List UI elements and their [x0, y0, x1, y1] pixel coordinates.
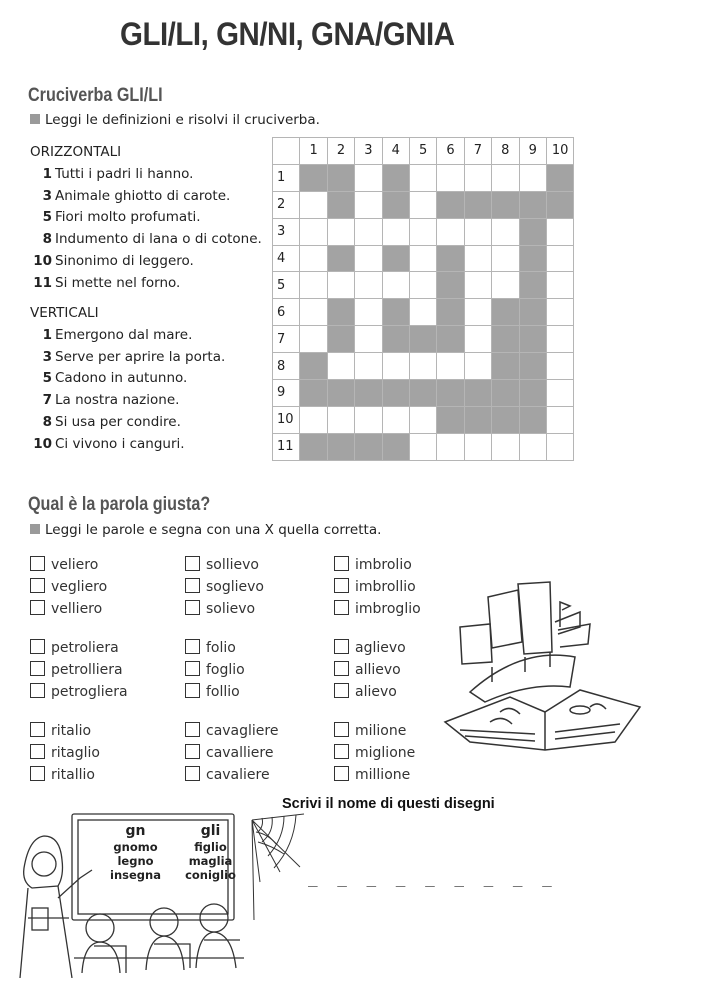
grid-column-label: 8	[492, 138, 519, 165]
grid-column-label: 9	[519, 138, 546, 165]
grid-answer-cell[interactable]	[355, 164, 382, 191]
across-list	[30, 164, 262, 295]
word-option-label: imbrolio	[355, 557, 412, 573]
word-option[interactable]	[185, 554, 264, 576]
grid-answer-cell[interactable]	[546, 272, 573, 299]
grid-black-cell	[437, 299, 464, 326]
grid-answer-cell[interactable]	[409, 164, 436, 191]
word-option-label: aglievo	[355, 640, 406, 656]
definition-text: La nostra nazione.	[55, 392, 180, 409]
grid-row-label: 5	[273, 272, 300, 299]
grid-row-label: 7	[273, 326, 300, 353]
grid-answer-cell[interactable]	[327, 406, 354, 433]
grid-answer-cell[interactable]	[327, 218, 354, 245]
word-option[interactable]	[30, 554, 107, 576]
grid-column-label: 10	[546, 138, 573, 165]
grid-black-cell	[519, 326, 546, 353]
grid-column-label: 1	[300, 138, 327, 165]
word-option-label: solievo	[206, 601, 256, 617]
checkbox[interactable]	[334, 661, 349, 676]
crossword-instruction: Leggi le definizioni e risolvi il cruciverba.	[30, 112, 320, 128]
across-definition	[30, 229, 262, 251]
grid-answer-cell[interactable]	[355, 218, 382, 245]
grid-black-cell	[519, 191, 546, 218]
definition-number: 5	[42, 370, 52, 387]
down-definition	[30, 347, 225, 369]
grid-answer-cell[interactable]	[464, 299, 491, 326]
definition-text: Cadono in autunno.	[55, 370, 188, 387]
word-option-label: petroliera	[51, 640, 119, 656]
word-option-label: miglione	[355, 745, 416, 761]
grid-answer-cell[interactable]	[382, 406, 409, 433]
grid-answer-cell[interactable]	[382, 218, 409, 245]
grid-black-cell	[519, 218, 546, 245]
definition-number: 11	[33, 274, 52, 291]
board-word: gnomo	[113, 840, 158, 854]
word-option[interactable]	[334, 659, 406, 681]
grid-row-label: 4	[273, 245, 300, 272]
down-definition	[30, 325, 225, 347]
word-option-label: milione	[355, 723, 407, 739]
grid-answer-cell[interactable]	[546, 353, 573, 380]
grid-answer-cell[interactable]	[355, 353, 382, 380]
grid-answer-cell[interactable]	[546, 245, 573, 272]
word-option-group	[334, 554, 421, 620]
grid-black-cell	[382, 191, 409, 218]
checkbox[interactable]	[30, 683, 45, 698]
grid-black-cell	[492, 191, 519, 218]
definition-text: Sinonimo di leggero.	[55, 252, 194, 269]
grid-black-cell	[382, 299, 409, 326]
word-option[interactable]	[185, 742, 278, 764]
grid-black-cell	[300, 164, 327, 191]
grid-answer-cell[interactable]	[409, 245, 436, 272]
word-option-group	[185, 720, 278, 786]
checkbox[interactable]	[185, 578, 200, 593]
checkbox[interactable]	[185, 766, 200, 781]
checkbox[interactable]	[30, 556, 45, 571]
grid-answer-cell[interactable]	[492, 272, 519, 299]
grid-answer-cell[interactable]	[492, 164, 519, 191]
grid-answer-cell[interactable]	[546, 218, 573, 245]
word-option-label: cavagliere	[206, 723, 279, 739]
grid-answer-cell[interactable]	[464, 326, 491, 353]
word-option-label: cavaliere	[206, 767, 270, 783]
grid-answer-cell[interactable]	[464, 272, 491, 299]
checkbox[interactable]	[334, 639, 349, 654]
grid-black-cell	[437, 326, 464, 353]
grid-answer-cell[interactable]	[464, 164, 491, 191]
grid-answer-cell[interactable]	[546, 326, 573, 353]
definition-number: 3	[42, 187, 52, 204]
grid-black-cell	[382, 433, 409, 460]
down-definition	[30, 368, 225, 390]
grid-answer-cell[interactable]	[355, 191, 382, 218]
board-words	[98, 822, 248, 882]
crossword-grid	[272, 137, 574, 461]
grid-answer-cell[interactable]	[409, 191, 436, 218]
word-option-label: veliero	[51, 557, 99, 573]
word-option-label: folio	[206, 640, 236, 656]
quiz-instruction: Leggi le parole e segna con una X quella corretta.	[30, 522, 381, 538]
across-definition	[30, 186, 262, 208]
checkbox[interactable]	[30, 661, 45, 676]
word-option-label: imbroglio	[355, 601, 421, 617]
grid-black-cell	[492, 353, 519, 380]
grid-row-label: 10	[273, 406, 300, 433]
word-option-label: soglievo	[206, 579, 264, 595]
grid-answer-cell[interactable]	[519, 164, 546, 191]
definition-text: Emergono dal mare.	[55, 326, 193, 343]
grid-column-label: 4	[382, 138, 409, 165]
grid-answer-cell[interactable]	[409, 433, 436, 460]
word-option-label: allievo	[355, 662, 401, 678]
grid-answer-cell[interactable]	[300, 326, 327, 353]
grid-answer-cell[interactable]	[300, 272, 327, 299]
board-column-gn	[110, 822, 161, 882]
grid-answer-cell[interactable]	[437, 164, 464, 191]
word-option-label: imbrollio	[355, 579, 416, 595]
board-word: legno	[117, 854, 154, 868]
board-column-gli	[185, 822, 236, 882]
grid-black-cell	[464, 191, 491, 218]
grid-black-cell	[382, 245, 409, 272]
grid-answer-cell[interactable]	[327, 353, 354, 380]
grid-black-cell	[300, 353, 327, 380]
definition-number: 10	[33, 252, 52, 269]
grid-answer-cell[interactable]	[409, 353, 436, 380]
crossword-heading: Cruciverba GLI/LI	[28, 85, 163, 106]
definition-number: 7	[42, 392, 52, 409]
spider-web-drawing	[250, 812, 308, 922]
word-option-label: alievo	[355, 684, 397, 700]
grid-answer-cell[interactable]	[300, 299, 327, 326]
grid-black-cell	[519, 380, 546, 407]
grid-answer-cell[interactable]	[355, 272, 382, 299]
definition-number: 8	[42, 231, 52, 248]
grid-black-cell	[492, 299, 519, 326]
grid-black-cell	[355, 433, 382, 460]
across-definition	[30, 164, 262, 186]
grid-black-cell	[327, 245, 354, 272]
grid-black-cell	[300, 433, 327, 460]
grid-black-cell	[519, 245, 546, 272]
grid-answer-cell[interactable]	[464, 245, 491, 272]
word-option[interactable]	[30, 637, 128, 659]
drawing-heading: Scrivi il nome di questi disegni	[282, 796, 495, 812]
definition-text: Indumento di lana o di cotone.	[55, 231, 262, 248]
board-column-title: gn	[125, 823, 146, 839]
definitions-across	[30, 142, 262, 295]
checkbox[interactable]	[334, 722, 349, 737]
board-word: insegna	[110, 868, 161, 882]
grid-answer-cell[interactable]	[382, 272, 409, 299]
across-definition	[30, 273, 262, 295]
grid-answer-cell[interactable]	[355, 406, 382, 433]
grid-answer-cell[interactable]	[409, 299, 436, 326]
definition-number: 3	[42, 348, 52, 365]
grid-answer-cell[interactable]	[492, 245, 519, 272]
grid-answer-cell[interactable]	[492, 433, 519, 460]
word-option[interactable]	[185, 659, 245, 681]
grid-column-label: 3	[355, 138, 382, 165]
word-option-group	[334, 720, 415, 786]
grid-answer-cell[interactable]	[355, 245, 382, 272]
grid-answer-cell[interactable]	[546, 406, 573, 433]
grid-answer-cell[interactable]	[355, 326, 382, 353]
grid-black-cell	[327, 164, 354, 191]
grid-column-label: 7	[464, 138, 491, 165]
grid-black-cell	[519, 406, 546, 433]
word-option-group	[30, 554, 107, 620]
definition-text: Serve per aprire la porta.	[55, 348, 226, 365]
checkbox[interactable]	[185, 556, 200, 571]
bullet-square-icon	[30, 114, 40, 124]
board-word: coniglio	[185, 868, 236, 882]
word-option[interactable]	[334, 576, 421, 598]
word-option[interactable]	[185, 681, 245, 703]
answer-blank[interactable]: _ _ _ _ _ _ _ _ _	[308, 868, 557, 887]
grid-answer-cell[interactable]	[300, 245, 327, 272]
board-column-title: gli	[200, 823, 221, 839]
grid-black-cell	[492, 326, 519, 353]
word-option-group	[30, 637, 128, 703]
grid-answer-cell[interactable]	[437, 218, 464, 245]
grid-answer-cell[interactable]	[464, 353, 491, 380]
across-definition	[30, 207, 262, 229]
checkbox[interactable]	[334, 578, 349, 593]
word-option-label: velliero	[51, 601, 103, 617]
grid-black-cell	[437, 245, 464, 272]
grid-answer-cell[interactable]	[546, 299, 573, 326]
grid-answer-cell[interactable]	[519, 433, 546, 460]
word-option[interactable]	[185, 576, 264, 598]
page-title: GLI/LI, GN/NI, GNA/GNIA	[120, 16, 455, 52]
checkbox[interactable]	[30, 578, 45, 593]
grid-answer-cell[interactable]	[546, 380, 573, 407]
definition-number: 8	[42, 413, 52, 430]
definitions-down	[30, 303, 225, 456]
word-option[interactable]	[185, 598, 264, 620]
grid-answer-cell[interactable]	[327, 272, 354, 299]
grid-black-cell	[437, 406, 464, 433]
grid-black-cell	[492, 380, 519, 407]
definition-text: Si usa per condire.	[55, 413, 181, 430]
checkbox[interactable]	[334, 766, 349, 781]
word-option-group	[185, 637, 245, 703]
grid-black-cell	[327, 380, 354, 407]
grid-black-cell	[355, 380, 382, 407]
grid-black-cell	[300, 380, 327, 407]
grid-black-cell	[382, 380, 409, 407]
checkbox[interactable]	[334, 600, 349, 615]
grid-answer-cell[interactable]	[409, 272, 436, 299]
down-definition	[30, 434, 225, 456]
grid-black-cell	[382, 164, 409, 191]
grid-answer-cell[interactable]	[300, 406, 327, 433]
grid-black-cell	[327, 433, 354, 460]
word-option[interactable]	[30, 764, 100, 786]
grid-row-label: 2	[273, 191, 300, 218]
word-option[interactable]	[334, 554, 421, 576]
checkbox[interactable]	[185, 661, 200, 676]
word-option-group	[30, 720, 100, 786]
grid-row-label: 9	[273, 380, 300, 407]
grid-black-cell	[409, 326, 436, 353]
grid-answer-cell[interactable]	[355, 299, 382, 326]
quiz-heading: Qual è la parola giusta?	[28, 494, 211, 515]
checkbox[interactable]	[334, 744, 349, 759]
grid-black-cell	[437, 272, 464, 299]
down-header: VERTICALI	[30, 305, 99, 321]
grid-row-label: 1	[273, 164, 300, 191]
word-option[interactable]	[185, 637, 245, 659]
word-option[interactable]	[30, 576, 107, 598]
checkbox[interactable]	[185, 639, 200, 654]
word-option[interactable]	[334, 742, 415, 764]
word-option-label: millione	[355, 767, 411, 783]
word-option-label: ritallio	[51, 767, 95, 783]
board-word: maglia	[188, 854, 233, 868]
ship-book-illustration	[440, 572, 645, 752]
word-option[interactable]	[334, 720, 415, 742]
word-option-group	[185, 554, 264, 620]
definition-text: Animale ghiotto di carote.	[55, 187, 231, 204]
checkbox[interactable]	[30, 766, 45, 781]
checkbox[interactable]	[185, 722, 200, 737]
word-option[interactable]	[185, 764, 278, 786]
down-definition	[30, 390, 225, 412]
checkbox[interactable]	[30, 600, 45, 615]
grid-answer-cell[interactable]	[409, 406, 436, 433]
grid-black-cell	[327, 299, 354, 326]
checkbox[interactable]	[30, 744, 45, 759]
word-option-label: vegliero	[51, 579, 108, 595]
grid-column-label: 2	[327, 138, 354, 165]
down-definition	[30, 412, 225, 434]
grid-row-label: 8	[273, 353, 300, 380]
grid-black-cell	[492, 406, 519, 433]
definition-number: 1	[42, 326, 52, 343]
grid-answer-cell[interactable]	[464, 218, 491, 245]
grid-answer-cell[interactable]	[464, 433, 491, 460]
grid-black-cell	[464, 406, 491, 433]
grid-answer-cell[interactable]	[437, 353, 464, 380]
word-option[interactable]	[30, 720, 100, 742]
grid-black-cell	[437, 380, 464, 407]
word-option-label: sollievo	[206, 557, 259, 573]
checkbox[interactable]	[30, 639, 45, 654]
definition-number: 10	[33, 435, 52, 452]
grid-row-label: 3	[273, 218, 300, 245]
definition-text: Fiori molto profumati.	[55, 209, 201, 226]
word-option[interactable]	[334, 764, 415, 786]
down-list	[30, 325, 225, 456]
definition-text: Ci vivono i canguri.	[55, 435, 185, 452]
grid-answer-cell[interactable]	[492, 218, 519, 245]
bullet-square-icon	[30, 524, 40, 534]
word-option[interactable]	[334, 637, 406, 659]
across-definition	[30, 251, 262, 273]
grid-black-cell	[546, 164, 573, 191]
checkbox[interactable]	[30, 722, 45, 737]
word-option-label: cavalliere	[206, 745, 274, 761]
grid-black-cell	[546, 191, 573, 218]
word-option-label: petrogliera	[51, 684, 128, 700]
word-option[interactable]	[30, 659, 128, 681]
word-option-label: petrolliera	[51, 662, 123, 678]
checkbox[interactable]	[185, 744, 200, 759]
grid-answer-cell[interactable]	[437, 433, 464, 460]
word-option-label: ritaglio	[51, 745, 100, 761]
grid-black-cell	[464, 380, 491, 407]
word-option[interactable]	[30, 681, 128, 703]
word-option[interactable]	[30, 742, 100, 764]
checkbox[interactable]	[334, 683, 349, 698]
grid-black-cell	[519, 299, 546, 326]
grid-black-cell	[327, 191, 354, 218]
word-option[interactable]	[30, 598, 107, 620]
checkbox[interactable]	[185, 683, 200, 698]
grid-row-label: 11	[273, 433, 300, 460]
grid-black-cell	[409, 380, 436, 407]
word-option[interactable]	[334, 598, 421, 620]
definition-number: 5	[42, 209, 52, 226]
grid-column-label: 5	[409, 138, 436, 165]
board-word: figlio	[194, 840, 227, 854]
grid-black-cell	[519, 353, 546, 380]
word-option-label: foglio	[206, 662, 245, 678]
word-option-label: follio	[206, 684, 240, 700]
grid-answer-cell[interactable]	[382, 353, 409, 380]
grid-column-label: 6	[437, 138, 464, 165]
word-option-group	[334, 637, 406, 703]
word-option[interactable]	[185, 720, 278, 742]
definition-text: Si mette nel forno.	[55, 274, 181, 291]
grid-black-cell	[437, 191, 464, 218]
grid-black-cell	[519, 272, 546, 299]
grid-answer-cell[interactable]	[300, 191, 327, 218]
grid-answer-cell[interactable]	[409, 218, 436, 245]
grid-corner	[273, 138, 300, 165]
definition-number: 1	[42, 165, 52, 182]
grid-answer-cell[interactable]	[300, 218, 327, 245]
checkbox[interactable]	[334, 556, 349, 571]
checkbox[interactable]	[185, 600, 200, 615]
word-option[interactable]	[334, 681, 406, 703]
grid-answer-cell[interactable]	[546, 433, 573, 460]
definition-text: Tutti i padri li hanno.	[55, 165, 194, 182]
grid-row-label: 6	[273, 299, 300, 326]
across-header: ORIZZONTALI	[30, 144, 122, 160]
grid-black-cell	[327, 326, 354, 353]
word-option-label: ritalio	[51, 723, 92, 739]
grid-black-cell	[382, 326, 409, 353]
